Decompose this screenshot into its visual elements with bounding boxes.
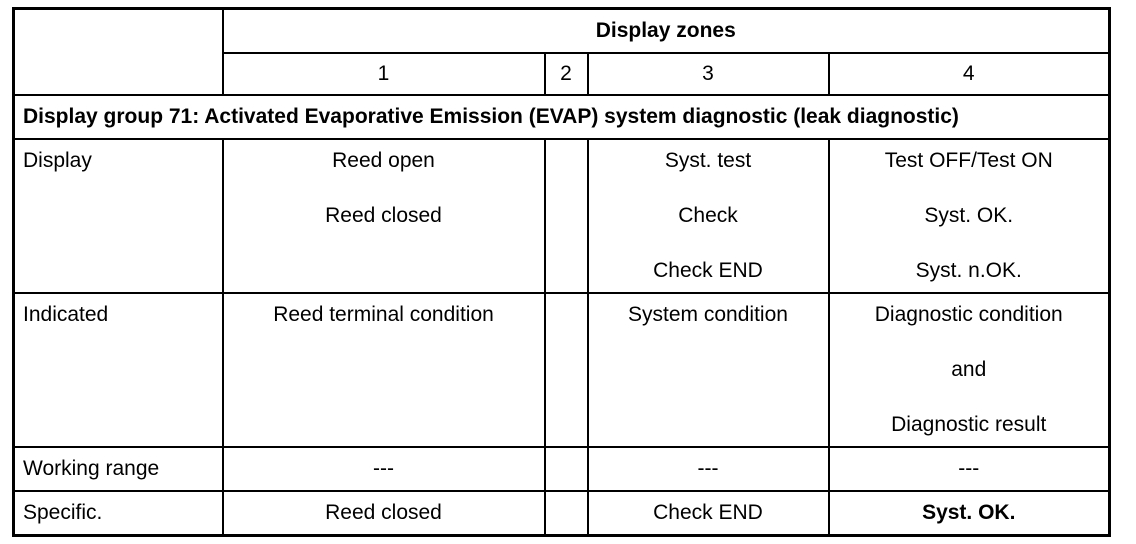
zone-number-1: 1 xyxy=(223,53,545,95)
working-range-zone3: --- xyxy=(588,447,829,491)
specific-zone2 xyxy=(545,491,588,536)
specific-zone4: Syst. OK. xyxy=(829,491,1110,536)
display-zone4-value: Test OFF/Test ON xyxy=(884,149,1053,172)
specific-zone3: Check END xyxy=(588,491,829,536)
row-label-indicated: Indicated xyxy=(14,293,223,447)
zone-number-4: 4 xyxy=(829,53,1110,95)
display-zone3-value: Check xyxy=(678,204,738,227)
zone-number-2: 2 xyxy=(545,53,588,95)
indicated-zone4-value: Diagnostic condition xyxy=(874,303,1063,326)
row-label-display: Display xyxy=(14,139,223,293)
indicated-zone4-value: and xyxy=(951,358,987,381)
table-row-working-range xyxy=(14,447,1110,491)
table-row-display xyxy=(14,139,1110,293)
display-zone4-cell xyxy=(829,139,1110,293)
indicated-zone1-value: Reed terminal condition xyxy=(273,303,494,326)
display-zone1-value: Reed open xyxy=(332,149,435,172)
specific-zone1: Reed closed xyxy=(223,491,545,536)
display-zone2-cell xyxy=(545,139,588,293)
zone-number-3: 3 xyxy=(588,53,829,95)
display-zone1-value: Reed closed xyxy=(325,204,442,227)
display-zone3-cell xyxy=(588,139,829,293)
indicated-zone2-cell xyxy=(545,293,588,447)
working-range-zone1: --- xyxy=(223,447,545,491)
indicated-zone3-cell xyxy=(588,293,829,447)
indicated-zone4-value: Diagnostic result xyxy=(891,413,1047,436)
indicated-zone4-cell xyxy=(829,293,1110,447)
display-group-table xyxy=(12,7,1111,537)
display-zone3-value: Check END xyxy=(653,259,763,282)
display-zone3-value: Syst. test xyxy=(664,149,752,172)
table-row-specific xyxy=(14,491,1110,536)
display-group-title: Display group 71: Activated Evaporative Emission (EVAP) system diagnostic (leak diagnostic) xyxy=(14,95,1110,139)
corner-cell xyxy=(14,9,223,96)
row-label-specific: Specific. xyxy=(14,491,223,536)
working-range-zone2 xyxy=(545,447,588,491)
display-zones-header: Display zones xyxy=(223,9,1110,54)
indicated-zone1-cell xyxy=(223,293,545,447)
table-row-indicated xyxy=(14,293,1110,447)
display-zone4-value: Syst. n.OK. xyxy=(915,259,1022,282)
indicated-zone3-value: System condition xyxy=(628,303,788,326)
row-label-working-range: Working range xyxy=(14,447,223,491)
working-range-zone4: --- xyxy=(829,447,1110,491)
display-zone4-value: Syst. OK. xyxy=(924,204,1014,227)
display-zone1-cell xyxy=(223,139,545,293)
